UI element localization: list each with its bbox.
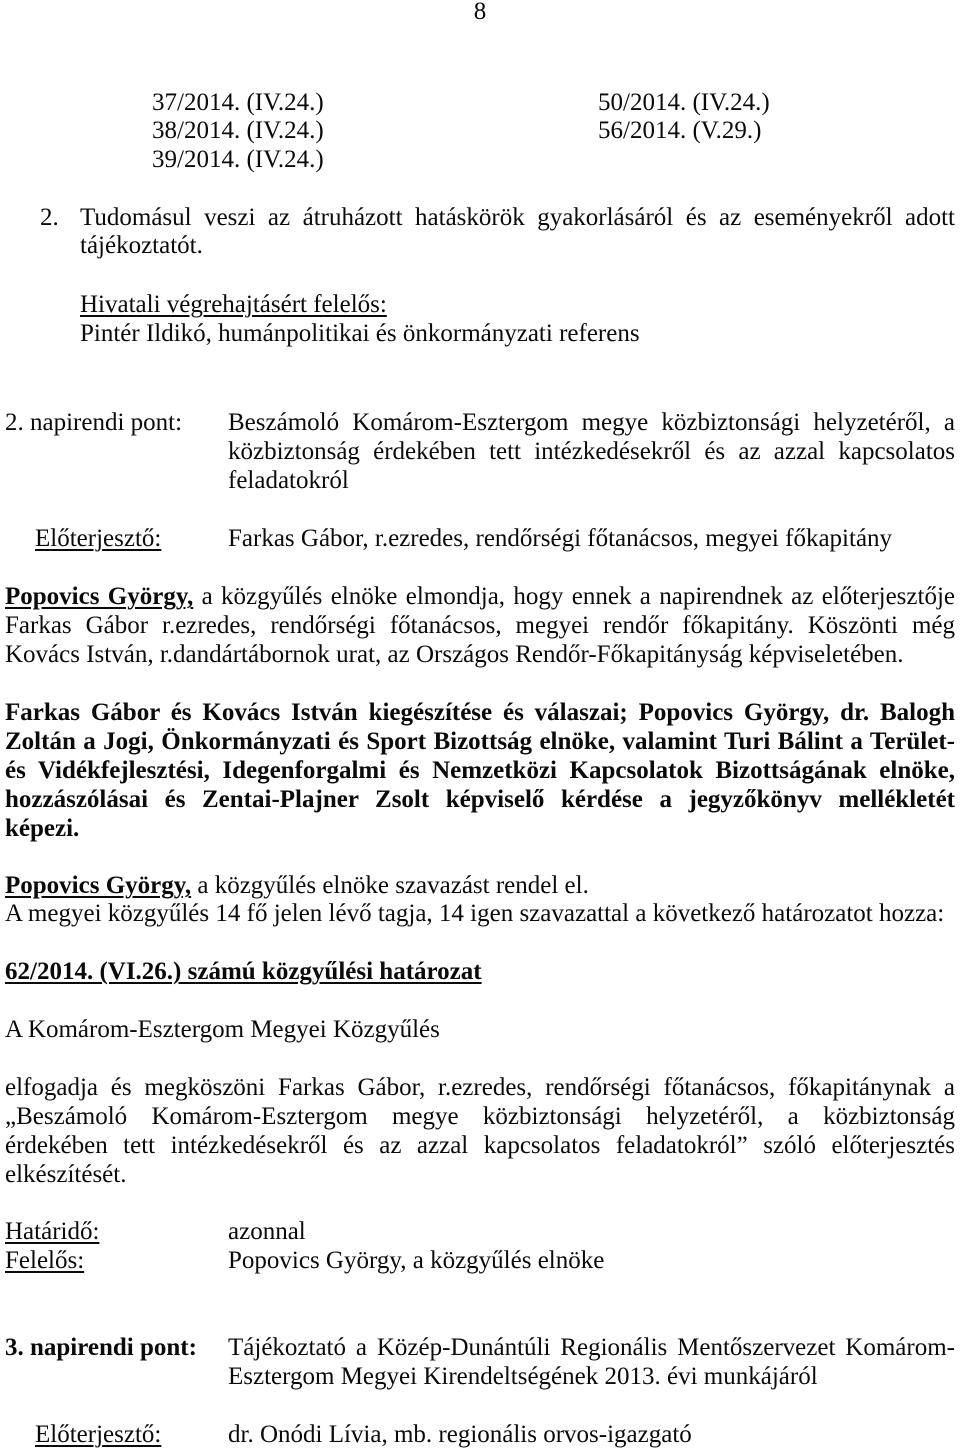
agenda-item-title-line: Esztergom Megyei Kirendeltségének 2013. évi munkájáról [228,1363,818,1390]
resolution-text-line: elfogadja és megköszöni Farkas Gábor, r.ezredes, rendőrségi főtanácsos, főkapitánynak a [5,1074,955,1101]
paragraph-text: a közgyűlés elnöke elmondja, hogy ennek a napirendnek az előterjesztője [201,583,955,610]
presenter-name: Farkas Gábor, r.ezredes, rendőrségi főtanácsos, megyei főkapitány [228,525,893,552]
paragraph-line: Kovács István, r.dandártábornok urat, az Országos Rendőr-Főkapitányság képviseletében. [5,641,904,668]
speaker-name: Popovics György, [5,583,194,610]
resolution-reference: 39/2014. (IV.24.) [152,146,324,173]
execution-responsible-value: Pintér Ildikó, humánpolitikai és önkormányzati referens [80,320,640,347]
agenda-item-title-line: közbiztonság érdekében tett intézkedésekről és az azzal kapcsolatos [228,438,955,465]
list-item-text-line: tájékoztatót. [80,232,203,259]
paragraph-line: Farkas Gábor és Kovács István kiegészítése és válaszai; Popovics György, dr. Balogh [5,699,955,726]
resolution-title: 62/2014. (VI.26.) számú közgyűlési határozat [5,958,482,985]
voting-announcement [5,871,589,900]
presenter-name: dr. Onódi Lívia, mb. regionális orvos-igazgató [228,1421,692,1448]
presenter-label: Előterjesztő: [35,525,162,552]
paragraph-line: Zoltán a Jogi, Önkormányzati és Sport Bizottság elnöke, valamint Turi Bálint a Terület- [5,728,955,755]
paragraph-line: és Vidékfejlesztési, Idegenforgalmi és Nemzetközi Kapcsolatok Bizottságának elnöke, [5,757,955,784]
resolution-issuer: A Komárom-Esztergom Megyei Közgyűlés [5,1016,440,1043]
list-item-text-line: Tudomásul veszi az átruházott hatáskörök gyakorlásáról és az eseményekről adott [80,204,955,231]
resolution-reference: 37/2014. (IV.24.) [152,89,324,116]
paragraph-line: Farkas Gábor r.ezredes, rendőrségi főtanácsos, megyei rendőr főkapitány. Köszönti még [5,612,955,639]
resolution-reference: 38/2014. (IV.24.) [152,117,324,144]
agenda-item-title-line: Beszámoló Komárom-Esztergom megye közbiztonsági helyzetéről, a [228,409,955,436]
voting-result: A megyei közgyűlés 14 fő jelen lévő tagja, 14 igen szavazattal a következő határozatot hozza: [5,900,945,927]
presenter-label: Előterjesztő: [35,1421,162,1448]
deadline-value: azonnal [228,1218,306,1245]
page-number: 8 [473,0,487,25]
resolution-text-line: „Beszámoló Komárom-Esztergom megye közbiztonsági helyzetéről, a közbiztonság [5,1103,955,1130]
resolution-text-line: érdekében tett intézkedésekről és az azzal kapcsolatos feladatokról” szóló előterjesztés [5,1132,955,1159]
responsible-label: Felelős: [5,1247,85,1274]
resolution-reference: 50/2014. (IV.24.) [598,89,770,116]
deadline-label: Határidő: [5,1218,100,1245]
agenda-item-label: 3. napirendi pont: [5,1334,197,1361]
paragraph-line [5,582,955,611]
paragraph-line: hozzászólásai és Zentai-Plajner Zsolt képviselő kérdése a jegyzőkönyv mellékletét [5,786,955,813]
resolution-reference: 56/2014. (V.29.) [598,117,762,144]
agenda-item-title-line: feladatokról [228,467,349,494]
speaker-name: Popovics György, [5,872,192,899]
agenda-item-label: 2. napirendi pont: [5,409,183,436]
paragraph-text: a közgyűlés elnöke szavazást rendel el. [197,872,589,899]
list-item-number: 2. [40,204,59,231]
execution-responsible-label: Hivatali végrehajtásért felelős: [80,291,387,318]
resolution-text-line: elkészítését. [5,1161,127,1188]
responsible-value: Popovics György, a közgyűlés elnöke [228,1247,605,1274]
paragraph-line: képezi. [5,815,80,842]
agenda-item-title-line: Tájékoztató a Közép-Dunántúli Regionális Mentőszervezet Komárom- [228,1334,955,1361]
